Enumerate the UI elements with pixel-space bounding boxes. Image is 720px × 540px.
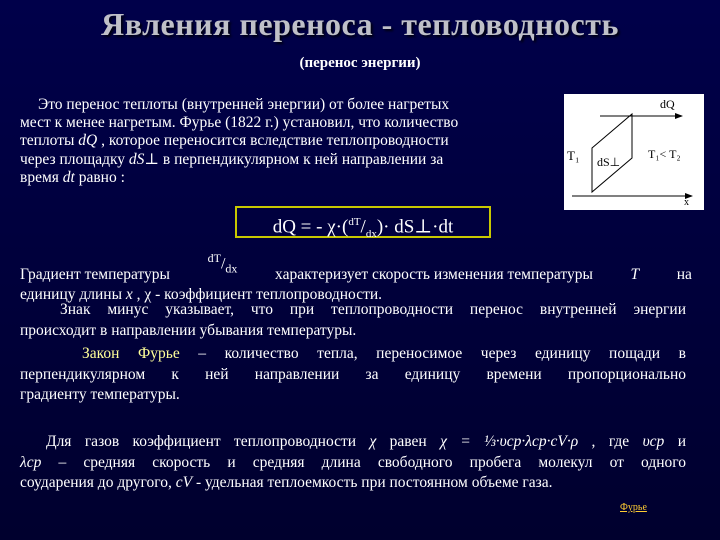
intro-line-1: Это перенос теплоты (внутренней энергии) от более нагретых xyxy=(38,96,450,113)
law-line-1b: – количество тепла, переносимое через единицу пощади в xyxy=(179,345,686,362)
fourier-law-paragraph xyxy=(20,344,686,406)
formula-numerator: dT xyxy=(348,216,361,228)
intro-line-3a: теплоты xyxy=(20,132,79,150)
formula-part-a: dQ = - χ·( xyxy=(272,216,349,238)
page-title: Явления переноса - тепловодность xyxy=(101,6,619,42)
intro-dt: dt xyxy=(62,168,75,186)
intro-line-5a: время xyxy=(20,168,63,186)
gas-line-1a: Для газов коэффициент теплопроводности xyxy=(46,433,370,450)
diagram-svg xyxy=(564,94,704,210)
law-line-3: градиенту температуры. xyxy=(20,386,180,403)
law-line-2: перпендикулярном к ней направлении за единицу времени пропорционально xyxy=(20,365,686,383)
gradient-line2c: , χ - коэффициент теплопроводности. xyxy=(132,285,383,303)
gas-v: υср xyxy=(642,433,665,450)
gas-line-3a: соударения до другого, xyxy=(20,474,176,491)
gradient-fraction xyxy=(208,248,238,279)
intro-line-5c: равно : xyxy=(74,168,125,186)
page-subtitle: (перенос энергии) xyxy=(299,55,421,71)
gas-chi: χ xyxy=(369,433,377,450)
gradient-label: Градиент температуры xyxy=(20,265,170,283)
gradient-description: характеризует скорость изменения температуры xyxy=(275,265,593,283)
gas-line-2 xyxy=(20,453,686,474)
diagram-ds-label: dS⊥ xyxy=(597,155,621,169)
fourier-formula xyxy=(235,206,491,241)
gas-line-2b: – средняя скорость и средняя длина свободного пробега молекул от одного xyxy=(41,453,686,471)
gas-where: , где xyxy=(578,433,643,450)
fourier-link[interactable]: Фурье xyxy=(620,502,647,513)
intro-dq: dQ xyxy=(78,132,98,150)
gradient-line2a: единицу длины xyxy=(20,285,126,303)
gradient-t: T xyxy=(630,265,640,283)
gas-formula: χ = ⅓·υср·λср·cV·ρ xyxy=(440,433,579,450)
gradient-paragraph xyxy=(20,251,692,305)
minus-line-2: происходит в направлении убывания температуры. xyxy=(20,321,357,339)
law-name: Закон Фурье xyxy=(82,345,180,362)
intro-ds: dS⊥ xyxy=(128,150,159,168)
gas-line-3c: - удельная теплоемкость при постоянном объеме газа. xyxy=(192,474,553,491)
gas-equals: равен xyxy=(376,433,441,450)
intro-line-4a: через площадку xyxy=(20,150,129,168)
minus-sign-paragraph xyxy=(20,300,686,341)
gas-and: и xyxy=(664,433,686,450)
intro-line-3c: , которое переносится вследствие теплопроводности xyxy=(97,132,449,150)
minus-line-1: Знак минус указывает, что при теплопроводности перенос внутренней энергии xyxy=(60,301,686,318)
law-line-1 xyxy=(20,344,686,365)
gradient-slash: / xyxy=(220,255,226,273)
gas-paragraph xyxy=(20,432,686,494)
intro-line-4c: в перпендикулярном к ней направлении за xyxy=(159,150,444,168)
diagram-dq-label: dQ xyxy=(660,97,675,111)
gradient-numerator: dT xyxy=(207,251,221,265)
formula-denominator: dx xyxy=(365,228,377,241)
gradient-x: x xyxy=(125,285,133,303)
gas-cv: cV xyxy=(175,474,193,491)
gas-line-1 xyxy=(20,432,686,453)
gas-lambda: λср xyxy=(20,453,42,471)
gradient-na: на xyxy=(676,265,692,283)
gas-line-3 xyxy=(20,473,686,494)
diagram-temp-relation: T₁< T₂ xyxy=(648,147,681,161)
area-element-plane xyxy=(592,114,632,192)
formula-slash: / xyxy=(360,216,366,238)
intro-paragraph xyxy=(20,96,548,187)
diagram-x-label: x xyxy=(684,197,689,208)
heat-flow-diagram xyxy=(564,94,704,210)
formula-part-b: )· dS⊥·dt xyxy=(376,216,454,238)
gradient-denominator: dx xyxy=(225,261,238,276)
diagram-t1-label: T₁ xyxy=(567,148,580,163)
intro-line-2: мест к менее нагретым. Фурье (1822 г.) установил, что количество xyxy=(20,114,459,132)
